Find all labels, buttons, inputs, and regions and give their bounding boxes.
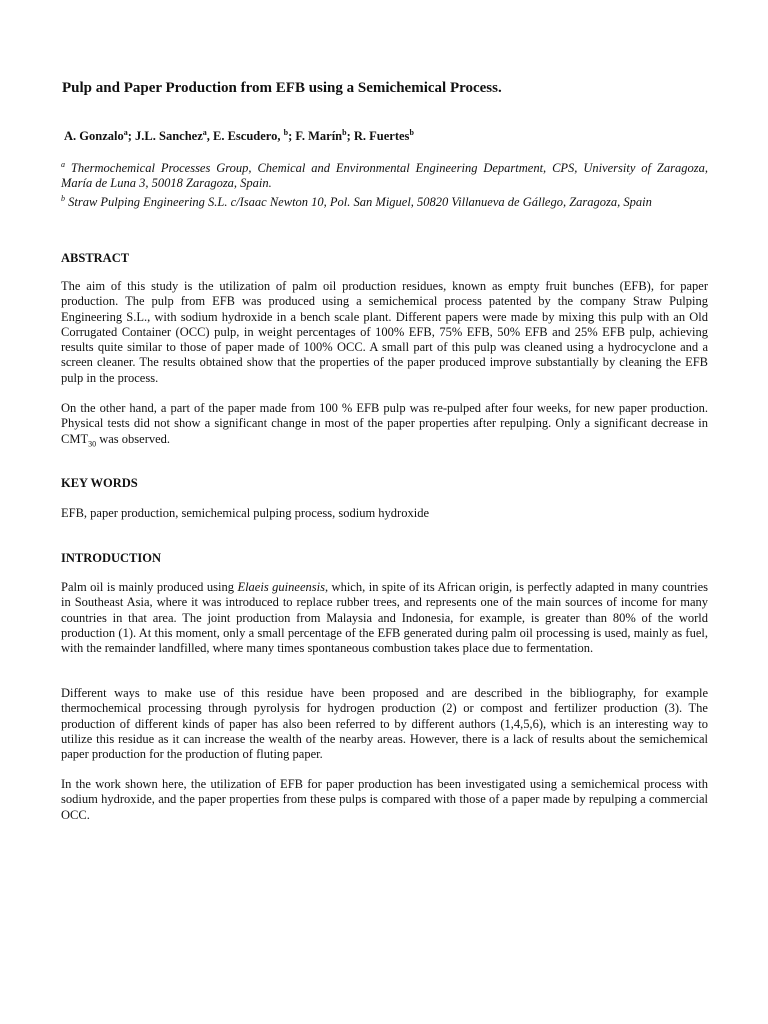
introduction-paragraph-1 [61,580,708,656]
abstract-heading: ABSTRACT [61,251,130,265]
author-affiliation-mark: a [202,128,207,137]
affiliations [61,157,708,210]
cmt-subscript: 30 [88,439,97,449]
intro-p1-start: Palm oil is mainly produced using [61,580,238,594]
intro-p1-rest: , which, in spite of its African origin, is perfectly adapted in many countries in Southeast Asia, where it was introduced to replace rubber trees, and represents one of the main sources of income for many countries in that area. The joint production from Malaysia and Indonesia, for example, is greater than 80% of the world production (1). At this moment, only a small percentage of the EFB generated during palm oil processing is used, mainly as fuel, with the remainder landfilled, where many times spontaneous combustion takes place due to fermentation. [61,580,708,656]
abstract-paragraph-2-text: On the other hand, a part of the paper made from 100 % EFB pulp was re-pulped after four weeks, for new paper production. Physical tests did not show a significant change in most of the paper properties after repulping. Only a significant decrease in CMT [61,401,708,446]
affiliation-text: Straw Pulping Engineering S.L. c/Isaac Newton 10, Pol. San Miguel, 50820 Villanueva de Gállego, Zaragoza, Spain [65,195,652,210]
introduction-paragraph-2: Different ways to make use of this residue have been proposed and are described in the bibliography, for example thermochemical processing through pyrolysis for hydrogen production (2) or compost and fertilizer production (3). The production of different kinds of paper has also been referred to by different authors (1,4,5,6), which is an interesting way to utilize this residue as it can increase the wealth of the nearby areas. However, there is a lack of results about the semichemical paper production for the production of fluting paper. [61,686,708,762]
keywords-text: EFB, paper production, semichemical pulping process, sodium hydroxide [61,506,429,520]
abstract-paragraph-2-end: was observed. [96,431,171,446]
author-name: J.L. Sanchez [135,129,203,144]
author-list: A. Gonzalo$^a$; J.L. Sanchez$^a$, E. Escudero, $^b$; F. Marín$^b$; R. Fuertes$^b$ [64,128,414,144]
affiliation-b [61,191,708,210]
introduction-paragraph-3: In the work shown here, the utilization of EFB for paper production has been investigated using a semichemical process with sodium hydroxide, and the paper properties from these pulps is compared with those of a paper made by repulping a commercial OCC. [61,777,708,822]
species-name: Elaeis guineensis [237,580,325,594]
author-affiliation-mark: b [409,128,414,137]
introduction-heading: INTRODUCTION [61,551,162,565]
affiliation-a [61,157,708,191]
paper-title: Pulp and Paper Production from EFB using a Semichemical Process. [62,80,502,96]
abstract-paragraph-2 [61,401,708,451]
author-affiliation-mark: b [342,128,347,137]
author-name: A. Gonzalo [64,129,124,144]
affiliation-mark: a [61,160,65,169]
abstract-paragraph-1: The aim of this study is the utilization of palm oil production residues, known as empty fruit bunches (EFB), for paper production. The pulp from EFB was produced using a semichemical process patented by the company Straw Pulping Engineering S.L., with sodium hydroxide in a bench scale plant. Different papers were made by mixing this pulp with an Old Corrugated Container (OCC) pulp, in weight percentages of 100% EFB, 75% EFB, 50% EFB and 25% EFB pulp, achieving results quite similar to those of paper made of 100% OCC. A small part of this pulp was cleaned using a hydrocyclone and a screen cleaner. The results obtained show that the properties of the paper produced improve substantially by cleaning the EFB pulp in the process. [61,279,708,385]
keywords-heading: KEY WORDS [61,476,138,490]
author-affiliation-mark: b [283,128,289,137]
affiliation-mark: b [61,194,65,204]
author-name: E. Escudero, [213,129,284,144]
author-name: F. Marín [295,129,343,144]
author-affiliation-mark: a [123,128,128,137]
author-name: R. Fuertes [353,129,410,144]
affiliation-text: Thermochemical Processes Group, Chemical and Environmental Engineering Department, CPS, University of Zaragoza, María de Luna 3, 50018 Zaragoza, Spain. [61,161,708,191]
